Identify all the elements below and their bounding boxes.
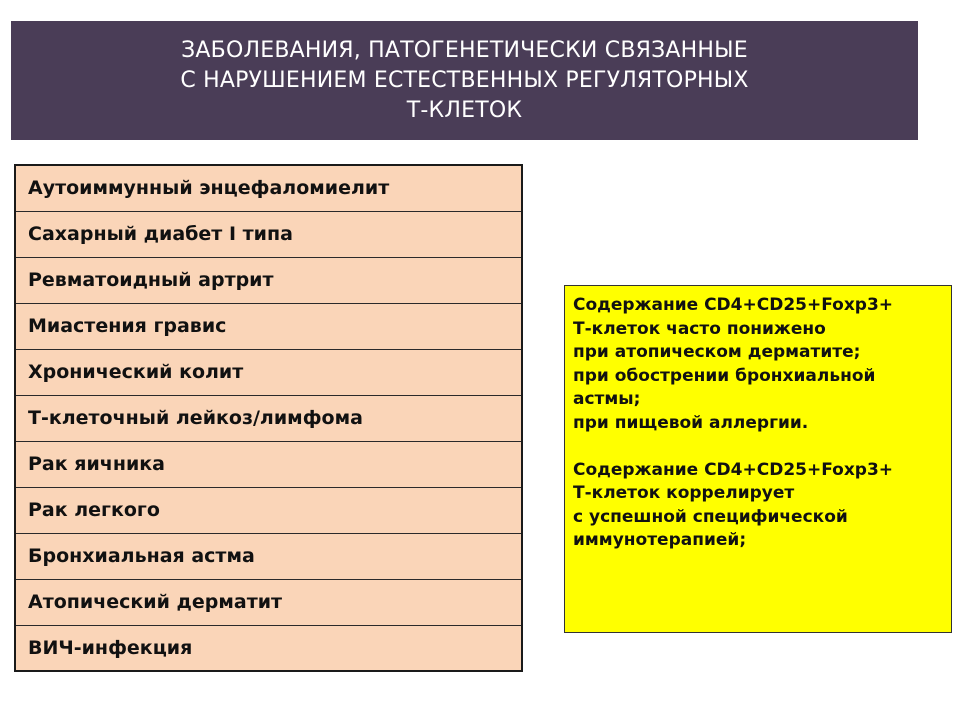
note-line: Содержание CD4+CD25+Foxp3+: [573, 459, 894, 480]
disease-cell: Аутоиммунный энцефаломиелит: [15, 165, 522, 211]
title-line: С НАРУШЕНИЕМ ЕСТЕСТВЕННЫХ РЕГУЛЯТОРНЫХ: [180, 67, 749, 93]
note-line: астмы;: [573, 389, 641, 409]
disease-cell: Сахарный диабет I типа: [15, 211, 522, 257]
disease-cell: Т-клеточный лейкоз/лимфома: [15, 395, 522, 441]
title-line: ЗАБОЛЕВАНИЯ, ПАТОГЕНЕТИЧЕСКИ СВЯЗАННЫЕ: [181, 37, 748, 63]
table-row: [15, 349, 522, 395]
note-box: [564, 285, 952, 633]
note-line: при обострении бронхиальной: [573, 365, 876, 386]
title-line: Т-КЛЕТОК: [406, 97, 523, 123]
disease-cell: Атопический дерматит: [15, 579, 522, 625]
note-line: с успешной специфической: [573, 506, 848, 527]
table-row: [15, 165, 522, 211]
table-row: [15, 211, 522, 257]
disease-cell: Ревматоидный артрит: [15, 257, 522, 303]
disease-cell: Миастения гравис: [15, 303, 522, 349]
disease-cell: Бронхиальная астма: [15, 533, 522, 579]
table-row: [15, 487, 522, 533]
disease-cell: Рак легкого: [15, 487, 522, 533]
disease-cell: Хронический колит: [15, 349, 522, 395]
table-row: [15, 257, 522, 303]
note-line: при атопическом дерматите;: [573, 342, 861, 362]
table-row: [15, 533, 522, 579]
table-row: [15, 395, 522, 441]
note-line: Содержание CD4+CD25+Foxp3+: [573, 295, 894, 315]
table-row: [15, 625, 522, 671]
disease-table: [14, 164, 523, 672]
paragraph-spacer: [573, 435, 943, 459]
disease-cell: Рак яичника: [15, 441, 522, 487]
page-title: [180, 36, 748, 126]
note-line: Т-клеток часто понижено: [573, 318, 826, 339]
note-line: при пищевой аллергии.: [573, 412, 809, 433]
table-row: [15, 441, 522, 487]
title-banner: [11, 21, 918, 140]
disease-cell: ВИЧ-инфекция: [15, 625, 522, 671]
note-line: иммунотерапией;: [573, 530, 747, 550]
table-row: [15, 303, 522, 349]
note-line: Т-клеток коррелирует: [573, 483, 795, 503]
table-row: [15, 579, 522, 625]
